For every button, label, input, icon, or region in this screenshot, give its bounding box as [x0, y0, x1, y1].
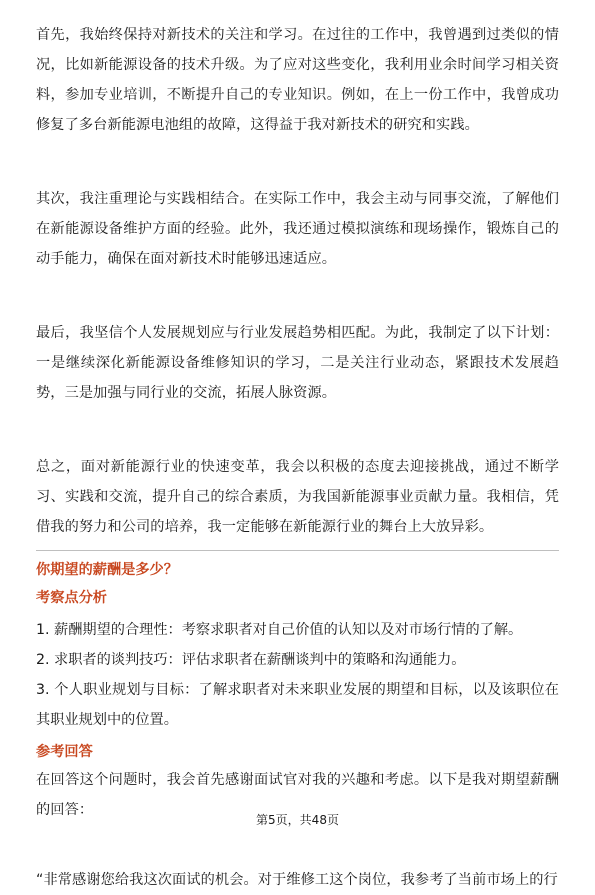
- paragraph-gap: [36, 408, 559, 452]
- analysis-heading: 考察点分析: [36, 590, 107, 606]
- analysis-item: 2. 求职者的谈判技巧：评估求职者在薪酬谈判中的策略和沟通能力。: [36, 652, 466, 668]
- question-heading: 你期望的薪酬是多少？: [36, 562, 178, 578]
- document-page: [36, 20, 559, 895]
- page-footer: 第5页，共48页: [256, 813, 339, 827]
- analysis-item: 3. 个人职业规划与目标：了解求职者对未来职业发展的期望和目标，以及该职位在其职业规划中的位置。: [36, 682, 559, 728]
- paragraph-gap: [36, 274, 559, 318]
- paragraph-gap: [36, 140, 559, 184]
- answer-quote: “非常感谢您给我这次面试的机会。对于维修工这个岗位，我参考了当前市场上的行: [36, 872, 558, 888]
- analysis-item: 1. 薪酬期望的合理性：考察求职者对自己价值的认知以及对市场行情的了解。: [36, 622, 523, 638]
- paragraph-first: 首先，我始终保持对新技术的关注和学习。在过往的工作中，我曾遇到过类似的情况，比如新能源设备的技术升级。为了应对这些变化，我利用业余时间学习相关资料，参加专业培训，不断提升自己的专业知识。例如，在上一份工作中，我曾成功修复了多台新能源电池组的故障，这得益于我对新技术的研究和实践。: [36, 27, 559, 133]
- paragraph-fourth: 总之，面对新能源行业的快速变革，我会以积极的态度去迎接挑战，通过不断学习、实践和交流，提升自己的综合素质，为我国新能源事业贡献力量。我相信，凭借我的努力和公司的培养，我一定能够在新能源行业的舞台上大放异彩。: [36, 459, 559, 535]
- answer-intro: 在回答这个问题时，我会首先感谢面试官对我的兴趣和考虑。以下是我对期望薪酬的回答：: [36, 772, 559, 818]
- analysis-list: [36, 615, 559, 735]
- paragraph-third: 最后，我坚信个人发展规划应与行业发展趋势相匹配。为此，我制定了以下计划：一是继续深化新能源设备维修知识的学习，二是关注行业动态，紧跟技术发展趋势，三是加强与同行业的交流，拓展人脉资源。: [36, 325, 559, 401]
- section-divider: [36, 550, 559, 551]
- answer-heading: 参考回答: [36, 744, 93, 760]
- paragraph-second: 其次，我注重理论与实践相结合。在实际工作中，我会主动与同事交流，了解他们在新能源设备维护方面的经验。此外，我还通过模拟演练和现场操作，锻炼自己的动手能力，确保在面对新技术时能够迅速适应。: [36, 191, 559, 267]
